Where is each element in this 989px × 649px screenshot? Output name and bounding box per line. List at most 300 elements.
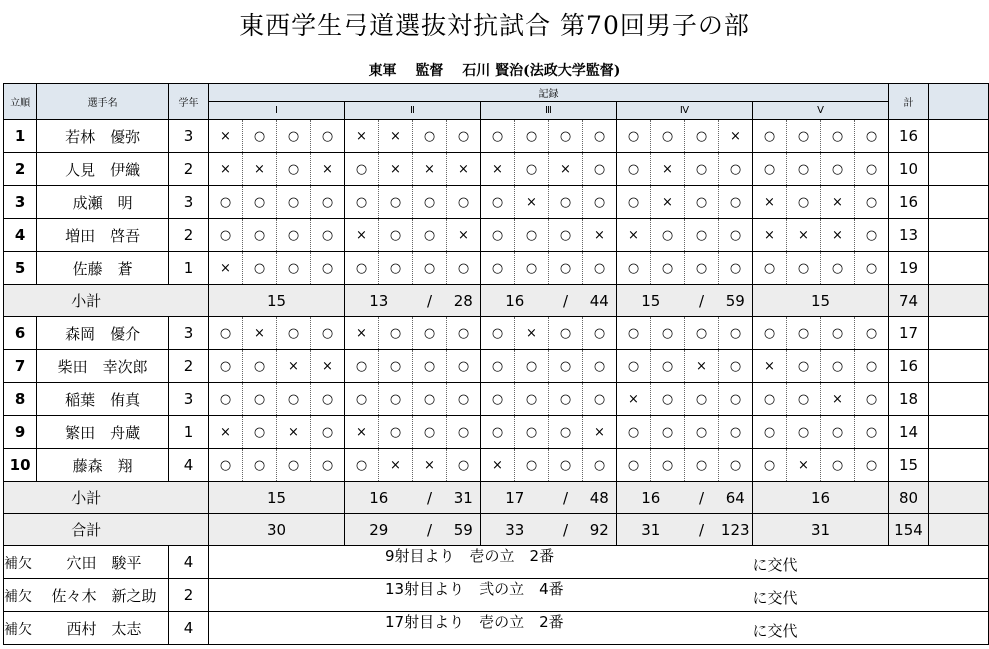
empty-cell: [929, 383, 989, 416]
player-name: 繁田 舟蔵: [37, 416, 169, 449]
slash: /: [685, 514, 719, 546]
shot-mark: ○: [345, 153, 379, 186]
shot-mark: ×: [515, 186, 549, 219]
subtotal-row: [4, 482, 989, 514]
player-total: 15: [889, 449, 929, 482]
shot-mark: ○: [447, 186, 481, 219]
shot-mark: ○: [719, 383, 753, 416]
substitute-note: [209, 612, 753, 645]
player-total: 17: [889, 317, 929, 350]
player-grade: 3: [169, 317, 209, 350]
shot-mark: ○: [345, 350, 379, 383]
header-record: 記録: [209, 84, 889, 102]
shot-mark: ×: [583, 416, 617, 449]
shot-mark: ○: [209, 317, 243, 350]
shot-mark: ○: [651, 252, 685, 285]
shot-mark: ×: [209, 120, 243, 153]
shot-mark: ○: [379, 219, 413, 252]
shot-mark: ○: [583, 153, 617, 186]
shot-mark: ○: [277, 120, 311, 153]
shot-mark: ×: [209, 153, 243, 186]
shot-mark: ○: [821, 416, 855, 449]
shot-mark: ×: [821, 219, 855, 252]
round-subtotal: 16: [481, 285, 549, 317]
shot-mark: ○: [277, 252, 311, 285]
shot-mark: ○: [549, 383, 583, 416]
shot-mark: ○: [277, 219, 311, 252]
substitute-note: [209, 579, 753, 612]
shot-mark: ○: [855, 186, 889, 219]
shot-mark: ○: [583, 350, 617, 383]
shot-mark: ○: [243, 252, 277, 285]
player-total: 19: [889, 252, 929, 285]
shot-mark: ×: [447, 153, 481, 186]
shot-mark: ○: [651, 317, 685, 350]
shot-mark: ○: [515, 219, 549, 252]
header-round-3: Ⅲ: [481, 102, 617, 120]
slash: /: [685, 285, 719, 317]
shot-mark: ×: [821, 186, 855, 219]
substitute-grade: 4: [169, 546, 209, 579]
shot-mark: ○: [787, 317, 821, 350]
shot-mark: ×: [345, 219, 379, 252]
team-header: [0, 60, 989, 80]
slash: /: [549, 285, 583, 317]
shot-mark: ×: [787, 219, 821, 252]
substitute-name: 西村 太志: [66, 619, 142, 638]
shot-mark: ×: [549, 153, 583, 186]
shot-mark: ○: [481, 120, 515, 153]
shot-mark: ○: [821, 449, 855, 482]
shot-mark: ×: [345, 120, 379, 153]
shot-mark: ○: [345, 383, 379, 416]
player-name: 森岡 優介: [37, 317, 169, 350]
coach-role: 監督: [415, 63, 444, 79]
running-total: 64: [719, 482, 753, 514]
header-round-5: Ⅴ: [753, 102, 889, 120]
table-row: [4, 252, 989, 285]
empty-cell: [929, 416, 989, 449]
empty-cell: [929, 252, 989, 285]
shot-mark: ○: [719, 449, 753, 482]
substitute-name: 穴田 駿平: [66, 553, 142, 572]
shot-mark: ○: [651, 449, 685, 482]
slash: /: [413, 514, 447, 546]
player-order: 10: [4, 449, 37, 482]
running-total: 28: [447, 285, 481, 317]
shot-mark: ○: [345, 186, 379, 219]
shot-mark: ○: [719, 416, 753, 449]
shot-mark: ○: [685, 449, 719, 482]
shot-mark: ×: [345, 416, 379, 449]
shot-mark: ○: [685, 153, 719, 186]
shot-mark: ○: [345, 252, 379, 285]
shot-mark: ○: [311, 416, 345, 449]
shot-mark: ○: [787, 416, 821, 449]
table-row: [4, 383, 989, 416]
shot-mark: ○: [413, 383, 447, 416]
shot-mark: ○: [617, 252, 651, 285]
running-total: 59: [719, 285, 753, 317]
shot-mark: ○: [447, 383, 481, 416]
header-grade: 学年: [169, 84, 209, 120]
shot-mark: ○: [617, 317, 651, 350]
shot-mark: ○: [379, 350, 413, 383]
shot-mark: ○: [787, 383, 821, 416]
shot-mark: ○: [243, 416, 277, 449]
player-total: 16: [889, 186, 929, 219]
shot-mark: ×: [243, 153, 277, 186]
empty-cell: [169, 482, 209, 514]
shot-mark: ×: [379, 120, 413, 153]
shot-mark: ○: [481, 186, 515, 219]
player-total: 10: [889, 153, 929, 186]
shot-mark: ○: [855, 153, 889, 186]
player-name: 柴田 幸次郎: [37, 350, 169, 383]
shot-mark: ○: [277, 317, 311, 350]
shot-mark: ○: [651, 219, 685, 252]
shot-mark: ○: [787, 120, 821, 153]
shot-mark: ×: [243, 317, 277, 350]
player-name: 佐藤 蒼: [37, 252, 169, 285]
shot-mark: ○: [379, 186, 413, 219]
player-total: 16: [889, 350, 929, 383]
shot-mark: ×: [379, 449, 413, 482]
shot-mark: ○: [787, 350, 821, 383]
header-blank: [929, 84, 989, 120]
shot-mark: ○: [209, 449, 243, 482]
subtotal-total: 154: [889, 514, 929, 546]
shot-mark: ○: [515, 153, 549, 186]
shot-mark: ○: [447, 416, 481, 449]
empty-cell: [929, 350, 989, 383]
substitute-grade: 2: [169, 579, 209, 612]
shot-mark: ○: [345, 449, 379, 482]
player-total: 18: [889, 383, 929, 416]
round-subtotal: 33: [481, 514, 549, 546]
shot-mark: ○: [447, 449, 481, 482]
shot-mark: ×: [209, 416, 243, 449]
table-row: [4, 350, 989, 383]
substitute-action: [753, 579, 989, 612]
round-subtotal: 15: [753, 285, 889, 317]
shot-mark: ○: [583, 317, 617, 350]
shot-mark: ○: [311, 186, 345, 219]
shot-mark: ○: [311, 219, 345, 252]
shot-mark: ×: [617, 219, 651, 252]
shot-mark: ○: [685, 219, 719, 252]
shot-mark: ○: [413, 219, 447, 252]
shot-mark: ○: [413, 416, 447, 449]
shot-mark: ×: [617, 383, 651, 416]
subtotal-label: 合計: [4, 514, 169, 546]
player-order: 4: [4, 219, 37, 252]
slash: /: [549, 514, 583, 546]
shot-mark: ○: [243, 120, 277, 153]
shot-mark: ○: [379, 252, 413, 285]
player-order: 3: [4, 186, 37, 219]
running-total: 59: [447, 514, 481, 546]
shot-mark: ○: [719, 350, 753, 383]
shot-mark: ○: [481, 416, 515, 449]
shot-mark: ○: [855, 120, 889, 153]
substitute-note-text: 17射目より 壱の立 2番: [385, 612, 564, 631]
player-grade: 3: [169, 383, 209, 416]
empty-cell: [929, 317, 989, 350]
player-total: 16: [889, 120, 929, 153]
shot-mark: ○: [821, 153, 855, 186]
shot-mark: ○: [855, 219, 889, 252]
table-row: [4, 317, 989, 350]
shot-mark: ○: [855, 383, 889, 416]
shot-mark: ○: [413, 317, 447, 350]
round-subtotal: 15: [209, 285, 345, 317]
substitute-note-text: 9射目より 壱の立 2番: [385, 546, 555, 565]
shot-mark: ○: [515, 252, 549, 285]
round-subtotal: 31: [617, 514, 685, 546]
shot-mark: ○: [685, 120, 719, 153]
player-name: 藤森 翔: [37, 449, 169, 482]
round-subtotal: 15: [617, 285, 685, 317]
empty-cell: [169, 285, 209, 317]
shot-mark: ○: [719, 186, 753, 219]
round-subtotal: 30: [209, 514, 345, 546]
substitute-note-text: 13射目より 弐の立 4番: [385, 579, 564, 598]
empty-cell: [929, 186, 989, 219]
coach-name: 石川 賢治(法政大学監督): [462, 63, 621, 79]
shot-mark: ×: [311, 350, 345, 383]
player-order: 5: [4, 252, 37, 285]
empty-cell: [929, 514, 989, 546]
shot-mark: ○: [719, 317, 753, 350]
shot-mark: ○: [821, 120, 855, 153]
shot-mark: ○: [753, 449, 787, 482]
player-grade: 3: [169, 120, 209, 153]
player-grade: 4: [169, 449, 209, 482]
shot-mark: ×: [651, 153, 685, 186]
shot-mark: ○: [515, 449, 549, 482]
shot-mark: ○: [685, 252, 719, 285]
player-name: 人見 伊織: [37, 153, 169, 186]
round-subtotal: 16: [617, 482, 685, 514]
shot-mark: ○: [277, 153, 311, 186]
score-sheet: [3, 83, 989, 645]
shot-mark: ×: [719, 120, 753, 153]
shot-mark: ○: [243, 350, 277, 383]
slash: /: [685, 482, 719, 514]
shot-mark: ○: [753, 153, 787, 186]
shot-mark: ○: [855, 317, 889, 350]
header-round-2: Ⅱ: [345, 102, 481, 120]
table-row: [4, 449, 989, 482]
shot-mark: ○: [549, 317, 583, 350]
shot-mark: ○: [277, 186, 311, 219]
shot-mark: ○: [413, 350, 447, 383]
shot-mark: ×: [413, 449, 447, 482]
shot-mark: ○: [481, 317, 515, 350]
shot-mark: ○: [855, 449, 889, 482]
shot-mark: ×: [345, 317, 379, 350]
shot-mark: ×: [311, 153, 345, 186]
shot-mark: ○: [787, 252, 821, 285]
shot-mark: ○: [379, 416, 413, 449]
shot-mark: ×: [277, 350, 311, 383]
table-row: [4, 120, 989, 153]
shot-mark: ○: [549, 120, 583, 153]
player-order: 7: [4, 350, 37, 383]
player-grade: 2: [169, 153, 209, 186]
shot-mark: ○: [821, 252, 855, 285]
shot-mark: ○: [447, 252, 481, 285]
shot-mark: ×: [753, 219, 787, 252]
empty-cell: [929, 153, 989, 186]
shot-mark: ○: [481, 252, 515, 285]
shot-mark: ○: [447, 350, 481, 383]
player-name: 成瀬 明: [37, 186, 169, 219]
player-total: 13: [889, 219, 929, 252]
player-order: 1: [4, 120, 37, 153]
substitute-row: [4, 579, 989, 612]
shot-mark: ○: [277, 383, 311, 416]
shot-mark: ×: [821, 383, 855, 416]
table-row: [4, 153, 989, 186]
shot-mark: ×: [651, 186, 685, 219]
shot-mark: ○: [821, 350, 855, 383]
slash: /: [413, 482, 447, 514]
table-row: [4, 416, 989, 449]
shot-mark: ○: [583, 252, 617, 285]
shot-mark: ○: [549, 186, 583, 219]
player-name: 増田 啓吾: [37, 219, 169, 252]
empty-cell: [169, 514, 209, 546]
subtotal-label: 小計: [4, 482, 169, 514]
shot-mark: ○: [821, 317, 855, 350]
shot-mark: ○: [311, 252, 345, 285]
player-name: 若林 優弥: [37, 120, 169, 153]
shot-mark: ○: [753, 317, 787, 350]
shot-mark: ○: [685, 416, 719, 449]
round-subtotal: 15: [209, 482, 345, 514]
substitute-action-text: に交代: [752, 588, 798, 607]
shot-mark: ○: [685, 317, 719, 350]
subtotal-label: 小計: [4, 285, 169, 317]
shot-mark: ○: [719, 252, 753, 285]
shot-mark: ×: [481, 153, 515, 186]
shot-mark: ○: [413, 186, 447, 219]
shot-mark: ○: [855, 350, 889, 383]
shot-mark: ○: [209, 219, 243, 252]
shot-mark: ×: [447, 219, 481, 252]
shot-mark: ○: [617, 416, 651, 449]
shot-mark: ○: [515, 383, 549, 416]
shot-mark: ○: [583, 449, 617, 482]
shot-mark: ○: [753, 416, 787, 449]
shot-mark: ○: [277, 449, 311, 482]
shot-mark: ×: [685, 350, 719, 383]
shot-mark: ○: [651, 383, 685, 416]
slash: /: [413, 285, 447, 317]
player-grade: 3: [169, 186, 209, 219]
shot-mark: ×: [515, 317, 549, 350]
player-total: 14: [889, 416, 929, 449]
shot-mark: ○: [243, 186, 277, 219]
round-subtotal: 29: [345, 514, 413, 546]
page-title: 東西学生弓道選抜対抗試合 第70回男子の部: [239, 11, 750, 40]
header-round-1: Ⅰ: [209, 102, 345, 120]
substitute-cell: [4, 546, 169, 579]
shot-mark: ○: [583, 120, 617, 153]
shot-mark: ○: [583, 186, 617, 219]
player-grade: 1: [169, 252, 209, 285]
substitute-name: 佐々木 新之助: [51, 586, 157, 605]
running-total: 48: [583, 482, 617, 514]
round-subtotal: 31: [753, 514, 889, 546]
subtotal-total: 74: [889, 285, 929, 317]
score-table: [3, 83, 989, 645]
shot-mark: ○: [413, 120, 447, 153]
shot-mark: ○: [311, 120, 345, 153]
shot-mark: ○: [787, 186, 821, 219]
shot-mark: ○: [515, 350, 549, 383]
team-name: 東軍: [368, 63, 397, 79]
shot-mark: ○: [243, 383, 277, 416]
substitute-grade: 4: [169, 612, 209, 645]
shot-mark: ○: [753, 120, 787, 153]
round-subtotal: 16: [753, 482, 889, 514]
substitute-action-text: に交代: [752, 621, 798, 640]
substitute-label: 補欠: [4, 555, 32, 572]
player-grade: 2: [169, 350, 209, 383]
header-player: 選手名: [37, 84, 169, 120]
shot-mark: ○: [787, 153, 821, 186]
header-total: 計: [889, 84, 929, 120]
substitute-label: 補欠: [4, 588, 32, 605]
running-total: 44: [583, 285, 617, 317]
substitute-cell: [4, 612, 169, 645]
shot-mark: ○: [515, 416, 549, 449]
shot-mark: ×: [787, 449, 821, 482]
substitute-label: 補欠: [4, 621, 32, 638]
shot-mark: ○: [311, 449, 345, 482]
shot-mark: ○: [549, 252, 583, 285]
shot-mark: ○: [719, 153, 753, 186]
empty-cell: [929, 285, 989, 317]
shot-mark: ○: [549, 449, 583, 482]
shot-mark: ×: [379, 153, 413, 186]
shot-mark: ○: [481, 219, 515, 252]
running-total: 92: [583, 514, 617, 546]
shot-mark: ○: [413, 252, 447, 285]
player-order: 9: [4, 416, 37, 449]
player-grade: 1: [169, 416, 209, 449]
substitute-row: [4, 612, 989, 645]
player-order: 2: [4, 153, 37, 186]
shot-mark: ○: [549, 416, 583, 449]
round-subtotal: 17: [481, 482, 549, 514]
shot-mark: ○: [753, 383, 787, 416]
shot-mark: ○: [617, 153, 651, 186]
table-row: [4, 186, 989, 219]
substitute-note: [209, 546, 753, 579]
subtotal-total: 80: [889, 482, 929, 514]
shot-mark: ○: [447, 317, 481, 350]
round-subtotal: 16: [345, 482, 413, 514]
round-subtotal: 13: [345, 285, 413, 317]
shot-mark: ○: [651, 350, 685, 383]
shot-mark: ×: [583, 219, 617, 252]
empty-cell: [929, 219, 989, 252]
shot-mark: ○: [481, 383, 515, 416]
